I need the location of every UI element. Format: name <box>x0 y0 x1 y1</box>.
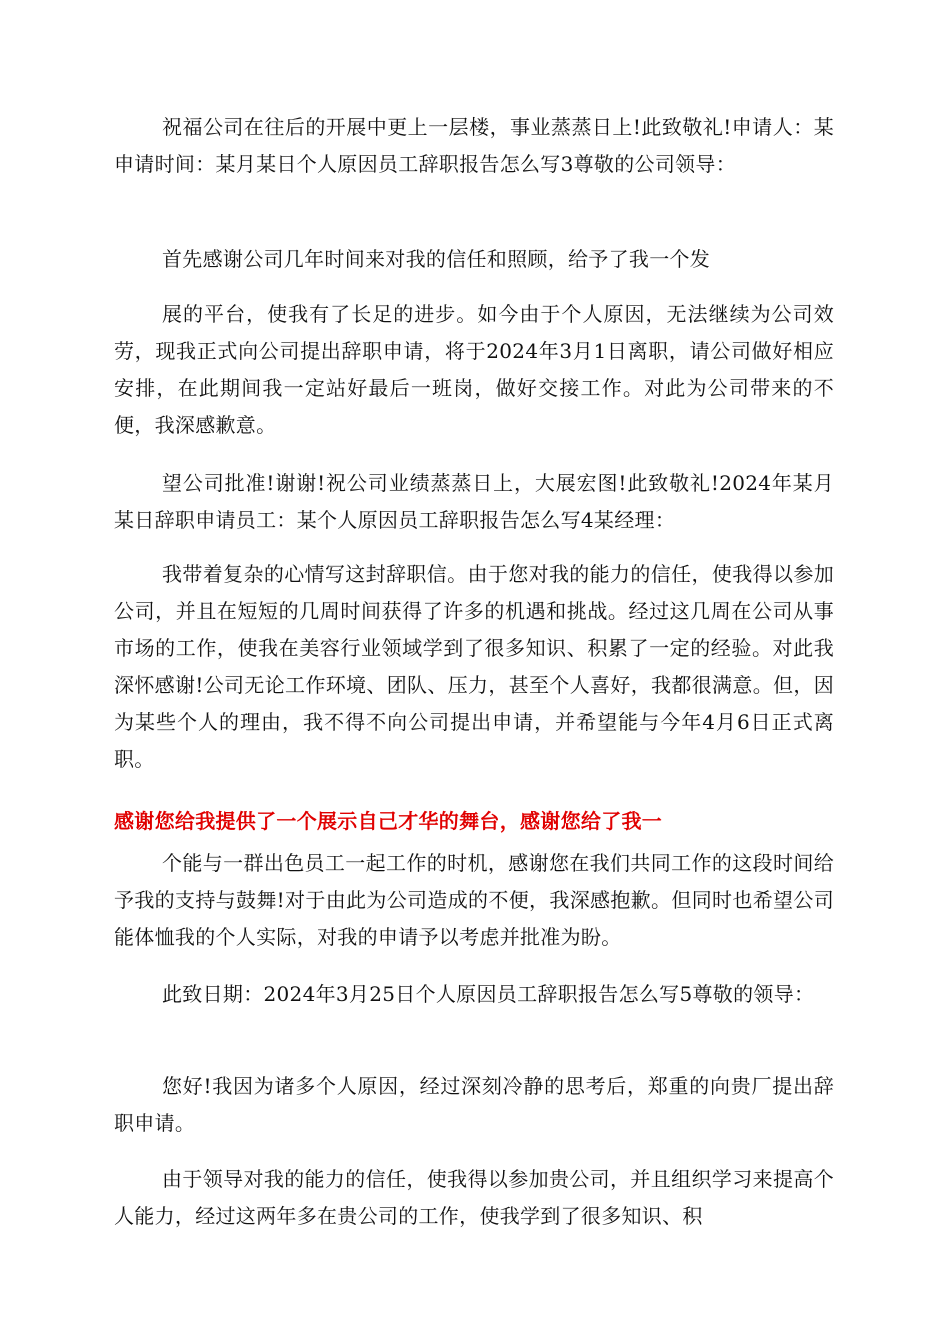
highlight-heading: 感谢您给我提供了一个展示自己才华的舞台，感谢您给了我一 <box>114 809 663 833</box>
paragraph-closing-wishes: 祝福公司在往后的开展中更上一层楼，事业蒸蒸日上!此致敬礼!申请人：某申请时间：某月某日个人原因员工辞职报告怎么写3尊敬的公司领导： <box>114 115 834 176</box>
paragraph-complex-feelings: 我带着复杂的心情写这封辞职信。由于您对我的能力的信任，使我得以参加公司，并且在短短的几周时间获得了许多的机遇和挑战。经过这几周在公司从事市场的工作，使我在美容行业领域学到了很多知识、积累了一定的经验。对此我深怀感谢!公司无论工作环境、团队、压力，甚至个人喜好，我都很满意。但，因为某些个人的理由，我不得不向公司提出申请，并希望能与今年4月6日正式离职。 <box>114 562 834 771</box>
paragraph-greeting: 您好!我因为诸多个人原因，经过深刻冷静的思考后，郑重的向贵厂提出辞职申请。 <box>114 1074 834 1135</box>
paragraph-leader-trust: 由于领导对我的能力的信任，使我得以参加贵公司，并且组织学习来提高个人能力，经过这两年多在贵公司的工作，使我学到了很多知识、积 <box>114 1167 834 1228</box>
paragraph-approval-request: 望公司批准!谢谢!祝公司业绩蒸蒸日上，大展宏图!此致敬礼!2024年某月某日辞职申请员工：某个人原因员工辞职报告怎么写4某经理： <box>114 471 834 532</box>
paragraph-gratitude-continued: 个能与一群出色员工一起工作的时机，感谢您在我们共同工作的这段时间给予我的支持与鼓舞!对于由此为公司造成的不便，我深感抱歉。但同时也希望公司能体恤我的个人实际，对我的申请予以考虑并批准为盼。 <box>114 851 834 949</box>
paragraph-thanks-intro: 首先感谢公司几年时间来对我的信任和照顾，给予了我一个发 <box>162 247 711 271</box>
paragraph-date-line: 此致日期：2024年3月25日个人原因员工辞职报告怎么写5尊敬的领导： <box>162 982 815 1006</box>
paragraph-resignation-date: 展的平台，使我有了长足的进步。如今由于个人原因，无法继续为公司效劳，现我正式向公司提出辞职申请，将于2024年3月1日离职，请公司做好相应安排，在此期间我一定站好最后一班岗，做好交接工作。对此为公司带来的不便，我深感歉意。 <box>114 302 834 437</box>
